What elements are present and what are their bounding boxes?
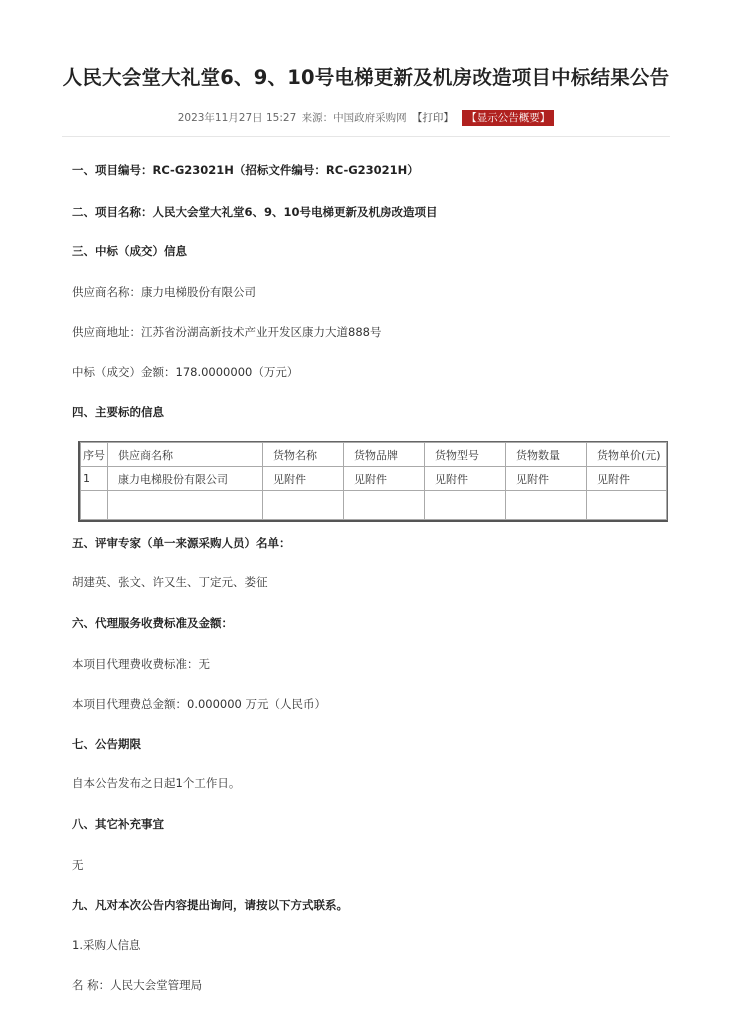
table-header-cell: 货物品牌 xyxy=(344,443,425,467)
table-header-cell: 货物型号 xyxy=(425,443,506,467)
section-project-name: 二、项目名称：人民大会堂大礼堂6、9、10号电梯更新及机房改造项目 xyxy=(72,205,438,219)
table-cell: 见附件 xyxy=(587,467,667,491)
supplement-text: 无 xyxy=(72,858,84,872)
table-header-cell: 供应商名称 xyxy=(108,443,263,467)
supplier-address: 供应商地址：江苏省汾湖高新技术产业开发区康力大道888号 xyxy=(72,325,382,339)
section-supplement: 八、其它补充事宜 xyxy=(72,817,164,831)
section-project-number: 一、项目编号：RC-G23021H（招标文件编号：RC-G23021H） xyxy=(72,163,419,177)
supplier-name: 供应商名称：康力电梯股份有限公司 xyxy=(72,285,256,299)
table-header-cell: 货物名称 xyxy=(263,443,344,467)
header-divider xyxy=(62,136,670,137)
page-title: 人民大会堂大礼堂6、9、10号电梯更新及机房改造项目中标结果公告 xyxy=(62,66,670,89)
table-header-cell: 货物数量 xyxy=(506,443,587,467)
table-header-cell: 序号 xyxy=(81,443,108,467)
section-main-items: 四、主要标的信息 xyxy=(72,405,164,419)
print-link[interactable]: 【打印】 xyxy=(411,112,454,124)
purchaser-info-heading: 1.采购人信息 xyxy=(72,938,141,952)
table-cell: 见附件 xyxy=(506,467,587,491)
notice-period: 自本公告发布之日起1个工作日。 xyxy=(72,776,241,790)
table-cell: 见附件 xyxy=(263,467,344,491)
table-cell: 见附件 xyxy=(425,467,506,491)
table-row-empty xyxy=(81,491,667,520)
purchaser-name: 名 称：人民大会堂管理局 xyxy=(72,978,203,992)
table-header-cell: 货物单价(元) xyxy=(587,443,667,467)
fee-standard: 本项目代理费收费标准：无 xyxy=(72,657,210,671)
table-cell: 康力电梯股份有限公司 xyxy=(108,467,263,491)
show-summary-button[interactable]: 【显示公告概要】 xyxy=(462,110,554,126)
fee-total: 本项目代理费总金额：0.000000 万元（人民币） xyxy=(72,697,327,711)
main-items-table xyxy=(78,441,668,522)
table-row xyxy=(81,467,667,491)
experts-list: 胡建英、张文、许又生、丁定元、娄征 xyxy=(72,575,268,589)
table-cell: 1 xyxy=(81,467,108,491)
section-experts: 五、评审专家（单一来源采购人员）名单： xyxy=(72,536,291,550)
bid-amount: 中标（成交）金额：178.0000000（万元） xyxy=(72,365,299,379)
meta-bar xyxy=(0,110,732,126)
section-notice-period: 七、公告期限 xyxy=(72,737,141,751)
table-cell: 见附件 xyxy=(344,467,425,491)
section-contact: 九、凡对本次公告内容提出询问，请按以下方式联系。 xyxy=(72,898,348,912)
source-text: 来源：中国政府采购网 xyxy=(301,112,407,124)
section-agency-fee: 六、代理服务收费标准及金额： xyxy=(72,616,233,630)
table-header-row xyxy=(81,443,667,467)
publish-datetime: 2023年11月27日 15:27 xyxy=(177,112,297,124)
section-award-info: 三、中标（成交）信息 xyxy=(72,244,187,258)
